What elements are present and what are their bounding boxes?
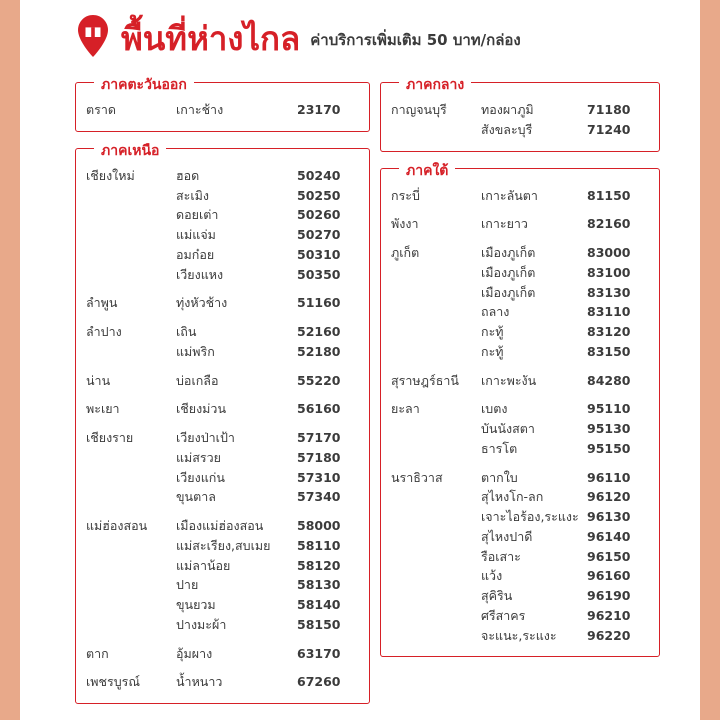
row-spacer	[86, 664, 359, 673]
region-title: ภาคกลาง	[399, 74, 471, 96]
district-cell: เมืองภูเก็ต	[481, 264, 536, 280]
zipcode-cell: 96210	[587, 607, 631, 623]
table-row	[86, 400, 359, 420]
province-cell: กาญจนบุรี	[391, 102, 447, 117]
zipcode-cell: 57180	[297, 449, 341, 465]
table-row	[391, 528, 649, 548]
district-cell: สุไหงปาดี	[481, 528, 533, 544]
table-row	[391, 440, 649, 460]
province-cell: นราธิวาส	[391, 469, 443, 485]
district-cell: เจาะไอร้อง,ระแงะ	[481, 509, 579, 524]
region-box-central	[380, 77, 660, 152]
province-cell	[391, 284, 481, 304]
province-cell	[391, 607, 481, 627]
province-cell: เชียงราย	[86, 430, 134, 445]
province-cell	[86, 187, 176, 207]
table-row	[391, 587, 649, 607]
district-cell: เกาะช้าง	[176, 102, 224, 117]
province-cell	[391, 548, 481, 568]
table-row	[391, 420, 649, 440]
zipcode-cell: 84280	[587, 372, 631, 388]
province-cell: ยะลา	[391, 401, 420, 417]
zipcode-cell: 50250	[297, 187, 341, 203]
district-cell: บันนังสตา	[481, 421, 535, 436]
row-spacer	[86, 636, 359, 645]
row-spacer	[86, 363, 359, 372]
province-cell	[86, 557, 176, 577]
district-cell: แว้ง	[481, 568, 503, 584]
district-cell: ทองผาภูมิ	[481, 102, 534, 117]
district-cell: เมืองภูเก็ต	[481, 284, 536, 300]
province-cell	[86, 596, 176, 616]
zipcode-cell: 52160	[297, 324, 341, 339]
zipcode-cell: 71240	[587, 121, 631, 137]
province-cell: แม่ฮ่องสอน	[86, 518, 148, 533]
table-row	[391, 303, 649, 323]
table-row	[391, 121, 649, 141]
province-cell	[391, 567, 481, 587]
zipcode-cell: 96160	[587, 568, 631, 584]
table-row	[391, 215, 649, 235]
table-row	[391, 567, 649, 587]
zipcode-cell: 58140	[297, 597, 341, 612]
district-cell: ถลาง	[481, 304, 510, 320]
zipcode-cell: 83110	[587, 304, 631, 320]
district-cell: สังขละบุรี	[481, 121, 533, 137]
row-spacer	[86, 420, 359, 429]
region-table	[86, 167, 359, 693]
zipcode-cell: 83100	[587, 264, 631, 280]
row-spacer	[86, 285, 359, 294]
region-box-east	[75, 77, 370, 132]
district-cell: ขุนตาล	[176, 489, 216, 505]
province-cell	[391, 264, 481, 284]
left-column	[75, 77, 370, 720]
province-cell	[391, 508, 481, 528]
row-spacer	[86, 391, 359, 400]
zipcode-cell: 50350	[297, 266, 341, 282]
table-row	[86, 576, 359, 596]
table-row	[391, 101, 649, 121]
table-row	[86, 537, 359, 557]
table-row	[391, 343, 649, 363]
region-title: ภาคใต้	[399, 160, 455, 182]
zipcode-cell: 96120	[587, 489, 631, 505]
region-table	[391, 101, 649, 141]
table-row	[86, 206, 359, 226]
province-cell: พังงา	[391, 216, 419, 232]
table-row	[86, 488, 359, 508]
zipcode-cell: 58130	[297, 577, 341, 593]
zipcode-cell: 96190	[587, 588, 631, 603]
district-cell: ธารโต	[481, 440, 518, 456]
province-cell: สุราษฎร์ธานี	[391, 372, 459, 388]
province-cell	[86, 576, 176, 596]
zipcode-cell: 52180	[297, 343, 341, 359]
province-cell: กระบี่	[391, 187, 420, 203]
district-cell: เกาะยาว	[481, 216, 528, 232]
table-row	[391, 264, 649, 284]
map-pin-icon	[75, 14, 111, 58]
province-cell	[86, 343, 176, 363]
zipcode-cell: 82160	[587, 216, 631, 232]
region-table	[86, 101, 359, 121]
zipcode-cell: 83150	[587, 343, 631, 359]
zipcode-cell: 57340	[297, 489, 341, 505]
table-row	[86, 673, 359, 693]
district-cell: ตากใบ	[481, 469, 518, 485]
district-cell: เถิน	[176, 324, 197, 339]
province-cell	[391, 420, 481, 440]
district-cell: ฮอด	[176, 167, 200, 183]
region-title: ภาคเหนือ	[94, 140, 166, 162]
table-row	[86, 616, 359, 636]
district-cell: แม่พริก	[176, 343, 215, 359]
province-cell	[391, 323, 481, 343]
table-row	[86, 187, 359, 207]
zipcode-cell: 83000	[587, 245, 631, 260]
zipcode-cell: 50310	[297, 246, 341, 262]
province-cell: ลำพูน	[86, 295, 118, 311]
zipcode-cell: 23170	[297, 102, 341, 117]
province-cell	[391, 121, 481, 141]
zipcode-cell: 56160	[297, 401, 341, 417]
zipcode-cell: 95130	[587, 421, 631, 436]
zipcode-cell: 51160	[297, 295, 341, 311]
page-canvas	[20, 0, 700, 720]
zipcode-cell: 67260	[297, 674, 341, 690]
district-cell: แม่สะเรียง,สบเมย	[176, 537, 271, 553]
zipcode-cell: 95150	[587, 440, 631, 456]
row-spacer	[391, 363, 649, 372]
table-row	[391, 548, 649, 568]
region-box-south	[380, 162, 660, 658]
row-spacer	[391, 391, 649, 400]
province-cell: ลำปาง	[86, 324, 122, 339]
province-cell	[86, 469, 176, 489]
table-row	[86, 226, 359, 246]
district-cell: จะแนะ,ระแงะ	[481, 627, 557, 643]
zipcode-cell: 50240	[297, 167, 341, 183]
province-cell: เชียงใหม่	[86, 167, 135, 183]
province-cell	[86, 226, 176, 246]
zipcode-cell: 55220	[297, 372, 341, 388]
province-cell	[391, 587, 481, 607]
table-row	[86, 469, 359, 489]
table-row	[86, 645, 359, 665]
district-cell: เบตง	[481, 401, 508, 417]
province-cell	[86, 206, 176, 226]
district-cell: เมืองแม่ฮ่องสอน	[176, 518, 264, 533]
district-cell: น้ำหนาว	[176, 674, 223, 690]
page-title: พื้นที่ห่างไกล	[121, 19, 301, 58]
zipcode-cell: 96220	[587, 627, 631, 643]
zipcode-cell: 50260	[297, 207, 341, 223]
zipcode-cell: 58000	[297, 518, 341, 533]
table-row	[86, 372, 359, 392]
province-cell: ตาก	[86, 645, 109, 661]
district-cell: แม่แจ่ม	[176, 227, 216, 242]
district-cell: เมืองภูเก็ต	[481, 245, 536, 260]
province-cell	[391, 528, 481, 548]
province-cell: น่าน	[86, 372, 111, 388]
row-spacer	[86, 314, 359, 323]
district-cell: ดอยเต่า	[176, 207, 219, 223]
zipcode-cell: 96150	[587, 548, 631, 564]
district-cell: ปางมะผ้า	[176, 616, 227, 632]
table-row	[391, 607, 649, 627]
province-cell	[86, 616, 176, 636]
table-row	[86, 429, 359, 449]
row-spacer	[391, 206, 649, 215]
district-cell: สะเมิง	[176, 187, 209, 203]
zipcode-cell: 50270	[297, 227, 341, 242]
region-table	[391, 187, 649, 647]
table-row	[391, 372, 649, 392]
table-row	[86, 246, 359, 266]
table-row	[86, 557, 359, 577]
page-header	[20, 0, 700, 72]
province-cell	[86, 449, 176, 469]
page-subtitle: ค่าบริการเพิ่มเติม 50 บาท/กล่อง	[310, 31, 521, 49]
province-cell: เพชรบูรณ์	[86, 674, 140, 690]
province-cell: พะเยา	[86, 401, 120, 417]
district-cell: เชียงม่วน	[176, 401, 226, 417]
district-cell: เวียงแก่น	[176, 469, 225, 485]
table-row	[86, 101, 359, 121]
province-cell	[391, 343, 481, 363]
zipcode-cell: 58150	[297, 616, 341, 632]
table-row	[391, 508, 649, 528]
row-spacer	[86, 508, 359, 517]
zipcode-cell: 96140	[587, 528, 631, 544]
table-row	[86, 294, 359, 314]
table-row	[86, 343, 359, 363]
zipcode-cell: 58110	[297, 537, 341, 553]
province-cell	[86, 246, 176, 266]
zipcode-cell: 81150	[587, 187, 631, 203]
district-cell: ทุ่งหัวช้าง	[176, 295, 228, 311]
province-cell	[86, 537, 176, 557]
province-cell	[86, 266, 176, 286]
zipcode-cell: 57310	[297, 469, 341, 485]
district-cell: ขุนยวม	[176, 597, 216, 612]
table-row	[391, 627, 649, 647]
table-row	[391, 284, 649, 304]
table-row	[86, 449, 359, 469]
province-cell	[86, 488, 176, 508]
province-cell: ตราด	[86, 102, 116, 117]
region-box-north	[75, 142, 370, 704]
district-cell: อุ้มผาง	[176, 645, 213, 661]
table-row	[391, 488, 649, 508]
district-cell: ศรีสาคร	[481, 607, 526, 623]
province-cell	[391, 440, 481, 460]
table-row	[86, 596, 359, 616]
zipcode-cell: 58120	[297, 557, 341, 573]
table-row	[86, 167, 359, 187]
district-cell: กะทู้	[481, 324, 504, 339]
row-spacer	[391, 460, 649, 469]
zipcode-cell: 83120	[587, 324, 631, 339]
province-cell: ภูเก็ต	[391, 245, 420, 260]
zipcode-cell: 96110	[587, 469, 631, 485]
province-cell	[391, 488, 481, 508]
district-cell: เกาะพะงัน	[481, 372, 537, 388]
district-cell: อมก๋อย	[176, 246, 215, 262]
region-title: ภาคตะวันออก	[94, 74, 194, 96]
district-cell: เวียงแหง	[176, 266, 224, 282]
zipcode-cell: 63170	[297, 645, 341, 661]
district-cell: เกาะลันตา	[481, 187, 538, 203]
table-row	[391, 244, 649, 264]
table-row	[86, 266, 359, 286]
zipcode-cell: 57170	[297, 430, 341, 445]
row-spacer	[391, 235, 649, 244]
district-cell: สุไหงโก-ลก	[481, 489, 544, 505]
table-row	[86, 517, 359, 537]
zipcode-cell: 96130	[587, 509, 631, 524]
district-cell: แม่สรวย	[176, 449, 221, 465]
table-row	[391, 469, 649, 489]
table-row	[391, 187, 649, 207]
zipcode-cell: 95110	[587, 401, 631, 417]
district-cell: กะทู้	[481, 343, 504, 359]
table-row	[391, 400, 649, 420]
province-cell	[391, 303, 481, 323]
district-cell: สุคิริน	[481, 588, 513, 603]
zipcode-cell: 71180	[587, 102, 631, 117]
district-cell: เวียงป่าเป้า	[176, 430, 235, 445]
table-row	[391, 323, 649, 343]
district-cell: แม่ลาน้อย	[176, 557, 231, 573]
table-row	[86, 323, 359, 343]
district-cell: ปาย	[176, 577, 199, 593]
zipcode-cell: 83130	[587, 284, 631, 300]
district-cell: รือเสาะ	[481, 548, 521, 564]
right-column	[380, 77, 660, 673]
district-cell: บ่อเกลือ	[176, 372, 219, 388]
province-cell	[391, 627, 481, 647]
